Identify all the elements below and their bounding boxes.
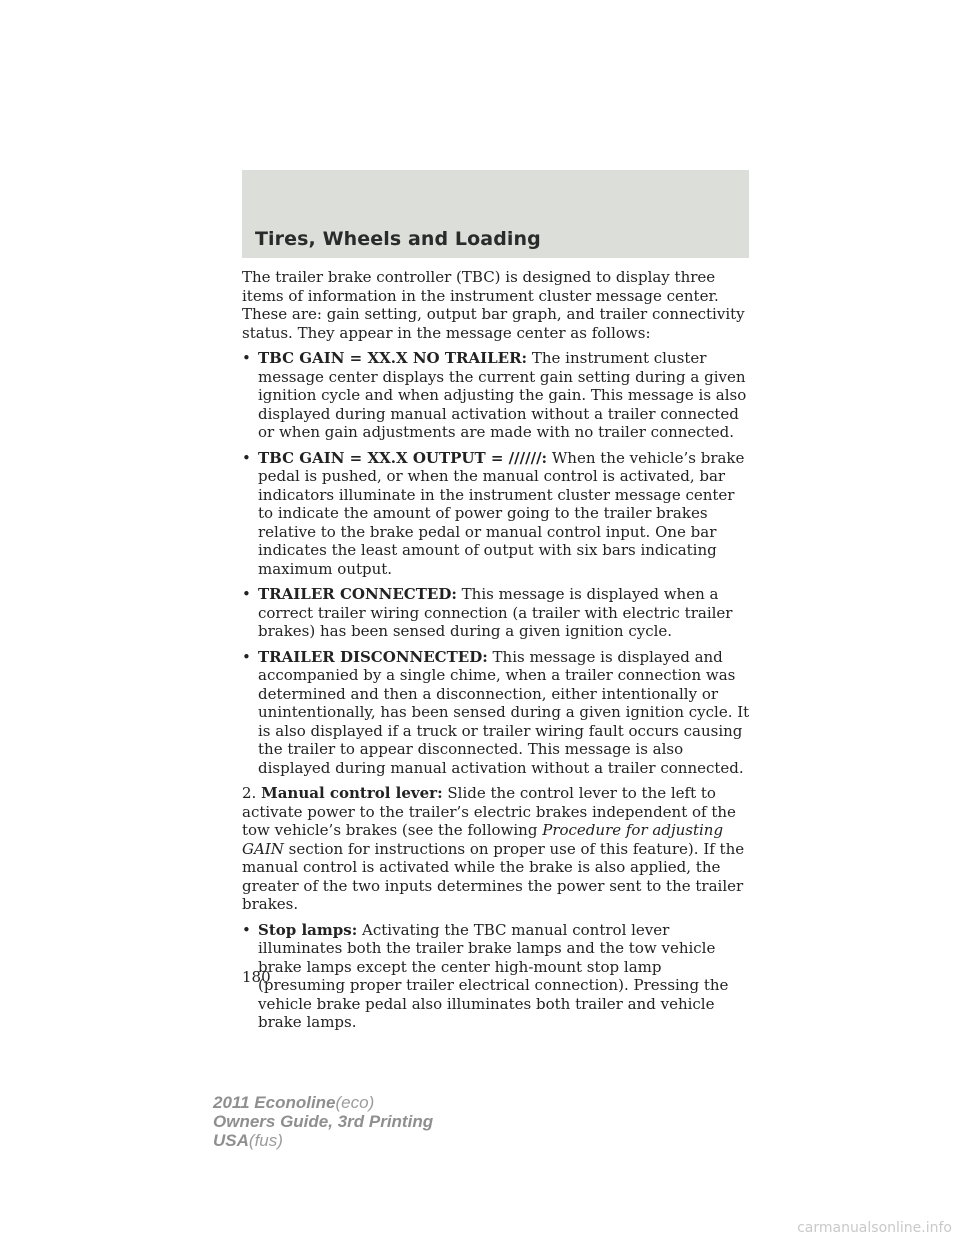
bullet-dot: • [242,920,251,939]
manual-control-text-b: section for instructions on proper use of this feature). If the manual control is activated while the brake is also applied, the greater of the two inputs determines the power sent to the trailer brakes. [242,839,745,913]
bullet-dot: • [242,585,251,603]
bullet-tbc-gain-output [242,449,752,579]
intro-paragraph: The trailer brake controller (TBC) is designed to display three items of information in the instrument cluster message center. These are: gain setting, output bar graph, and trailer connectivity status. They appear in the message center as follows: [242,268,745,342]
footer-region-code: (fus) [248,1131,283,1150]
bullet-trailer-connected [242,585,752,641]
document-footer [213,1093,433,1150]
footer-region: USA [213,1131,249,1150]
footer-model: 2011 Econoline [213,1093,336,1112]
bullet-text: This message is displayed and accompanied by a single chime, when a trailer connection was determined and then a disconnection, either intentionally or unintentionally, has been sensed during a given ignition cycle. It is also displayed if a truck or trailer wiring fault occurs causing the trailer to appear disconnected. This message is also displayed during manual activation without a trailer connected. [258,647,750,777]
bullet-dot: • [242,349,251,367]
bullet-term: TBC GAIN = XX.X NO TRAILER: [258,349,528,367]
page-number: 180 [242,968,271,986]
bullet-trailer-disconnected [242,648,752,778]
item-number: 2. [242,784,257,802]
bullet-dot: • [242,448,251,467]
manual-control-text-a: Slide the control lever to the left to activate power to the trailer’s electric brakes independent of the tow vehicle’s brakes (see the following [242,784,736,839]
manual-control-term: Manual control lever: [261,784,443,802]
bullet-text: This message is displayed when a correct trailer wiring connection (a trailer with electric trailer brakes) has been sensed during a given ignition cycle. [258,585,733,640]
footer-guide: Owners Guide, 3rd Printing [213,1112,434,1131]
page-content [242,268,752,1039]
bullet-stop-lamps [242,921,752,1032]
bullet-text: Activating the TBC manual control lever illuminates both the trailer brake lamps and the tow vehicle brake lamps except the center high-mount stop lamp (presuming proper trailer electrical connection). Pressing the vehicle brake pedal also illuminates both trailer and vehicle brake lamps. [258,920,729,1031]
procedure-reference: Procedure for adjusting GAIN [242,821,724,858]
footer-model-code: (eco) [335,1093,375,1112]
section-title: Tires, Wheels and Loading [255,228,541,250]
bullet-text: The instrument cluster message center displays the current gain setting during a given ignition cycle and when adjusting the gain. This message is also displayed during manual activation without a trailer connected or when gain adjustments are made with no trailer connected. [258,349,747,441]
bullet-tbc-gain-no-trailer [242,349,752,442]
bullet-term: TBC GAIN = XX.X OUTPUT = //////: [258,448,548,467]
bullet-text: When the vehicle’s brake pedal is pushed, or when the manual control is activated, bar indicators illuminate in the instrument cluster message center to indicate the amount of power going to the trailer brakes relative to the brake pedal or manual control input. One bar indicates the least amount of output with six bars indicating maximum output. [258,448,745,578]
bullet-dot: • [242,647,251,666]
bullet-term: Stop lamps: [258,920,358,939]
manual-control-paragraph [242,784,752,914]
watermark: carmanualsonline.info [797,1220,952,1236]
bullet-term: TRAILER DISCONNECTED: [258,647,488,666]
bullet-term: TRAILER CONNECTED: [258,585,457,603]
